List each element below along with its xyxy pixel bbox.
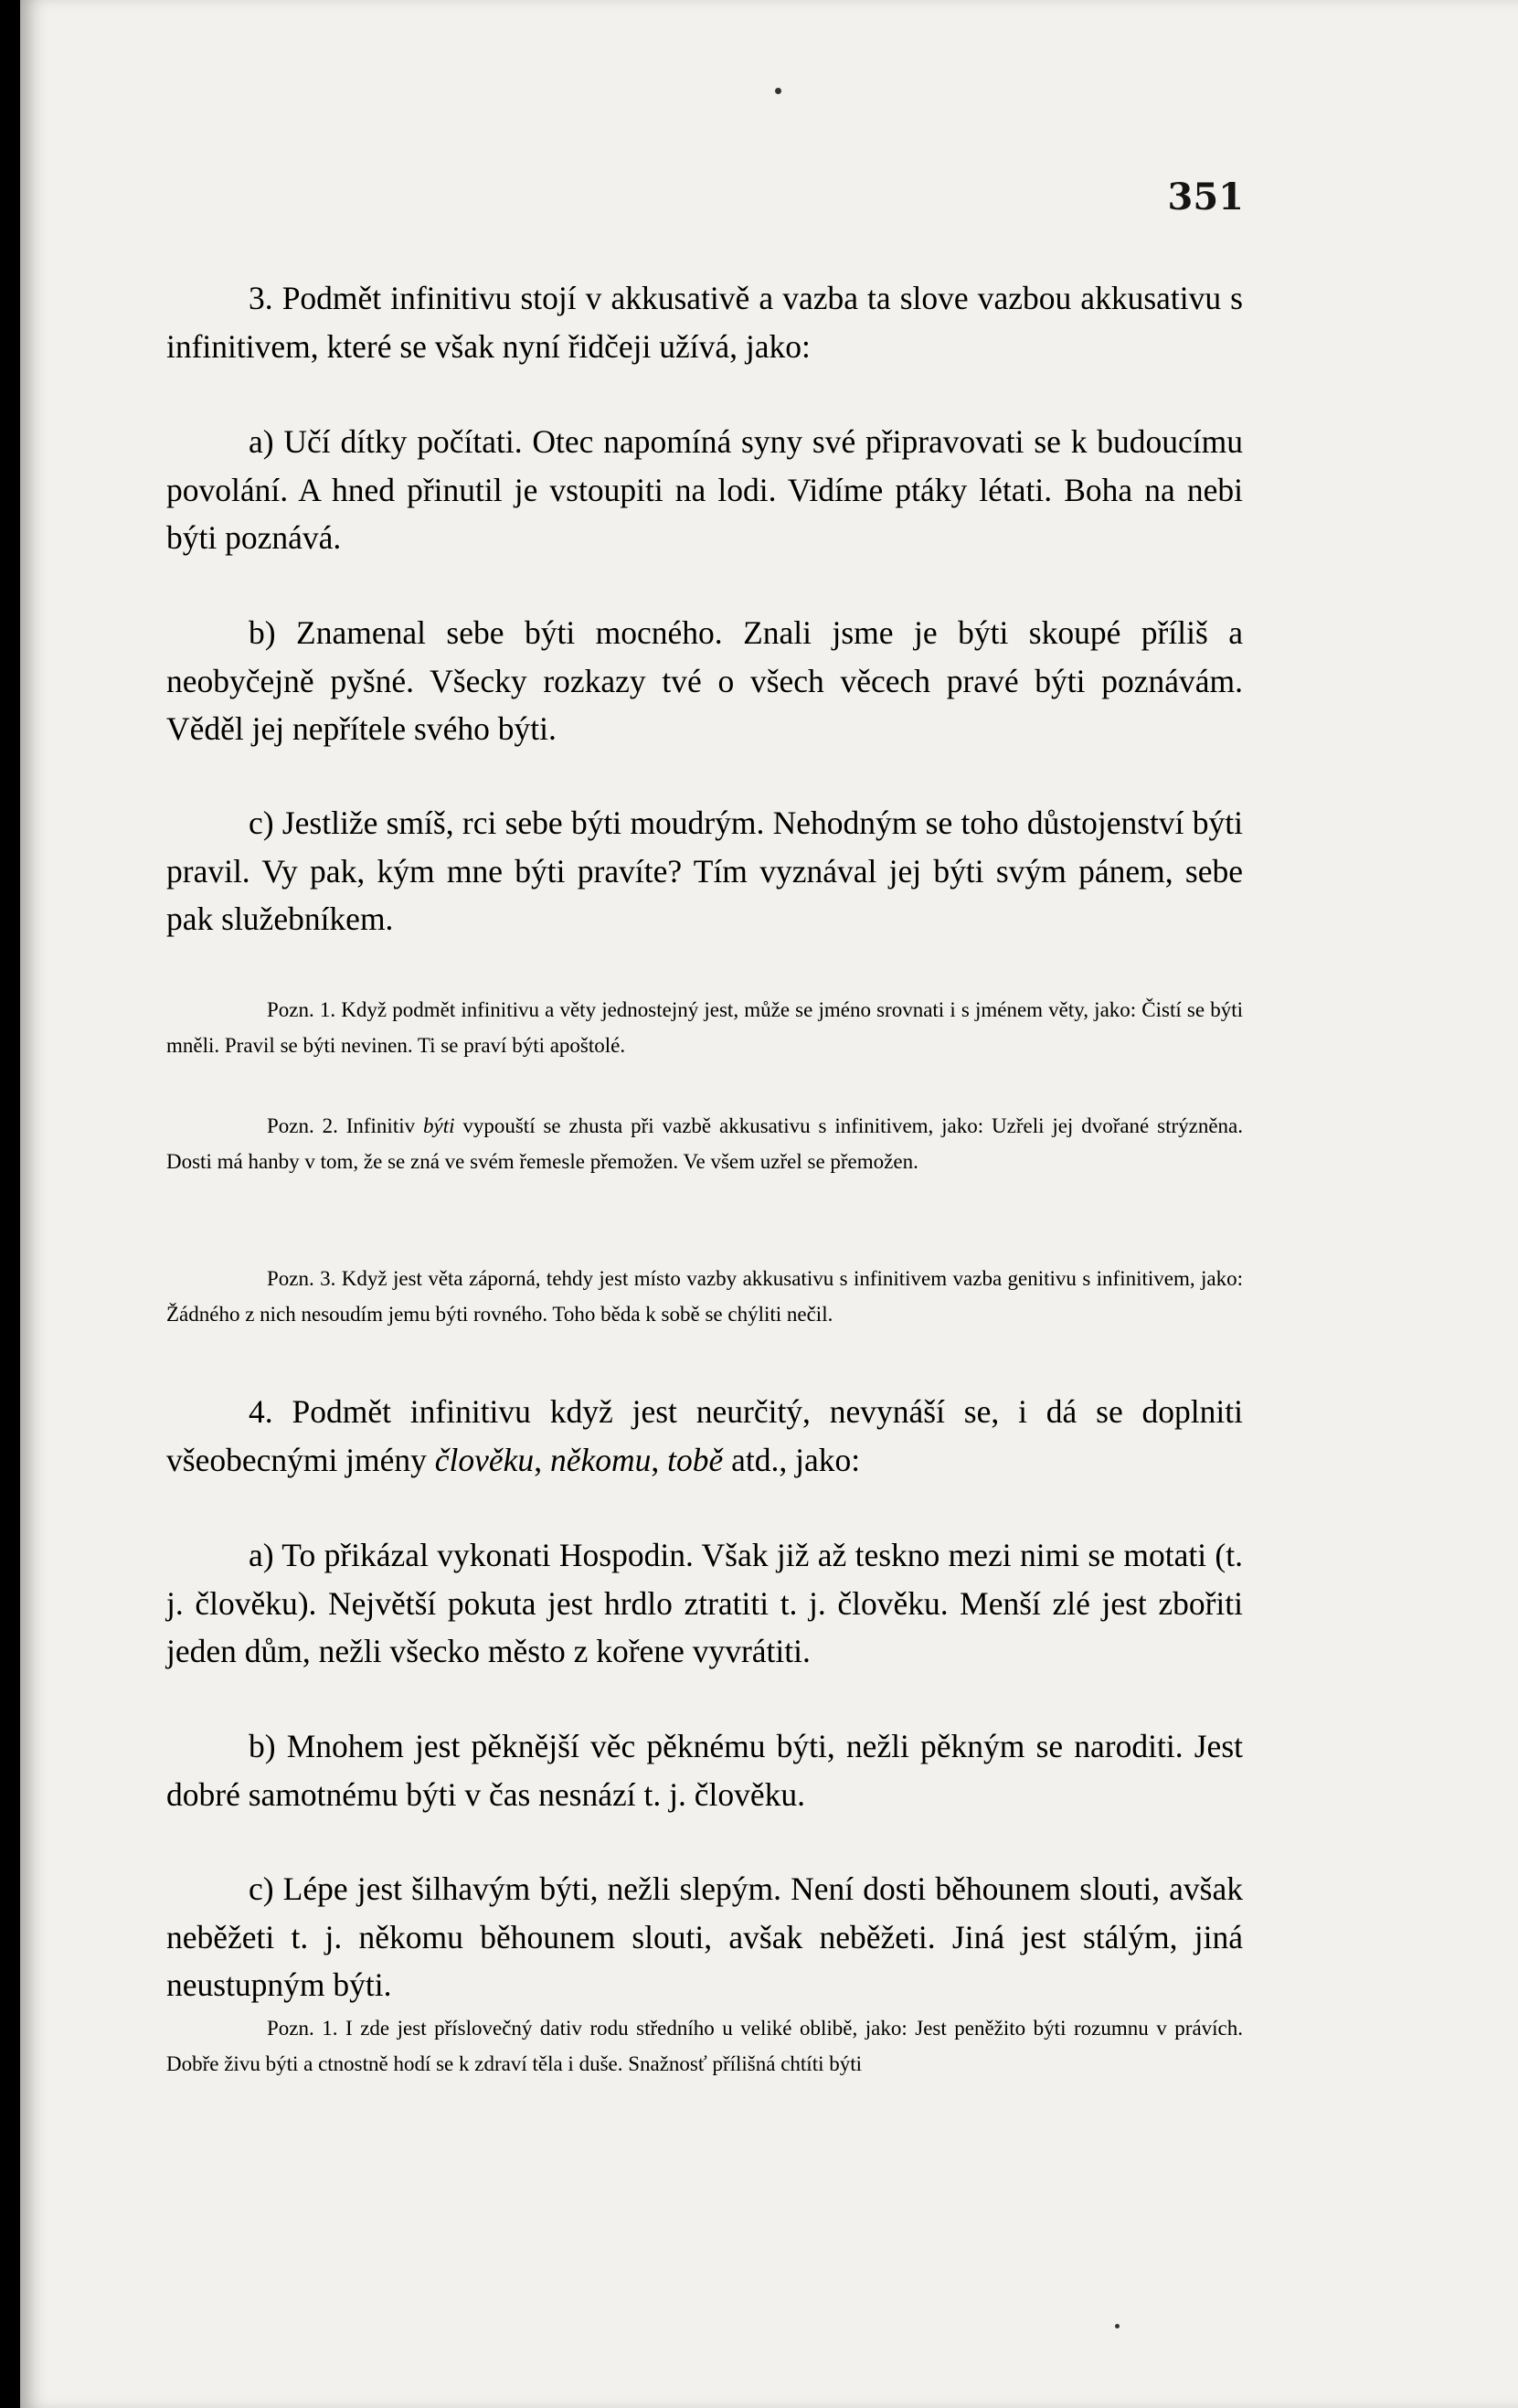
italic-word: někomu — [549, 1441, 652, 1478]
italic-word: člověku — [434, 1441, 535, 1478]
section-4-example-a: a) To přikázal vykonati Hospodin. Však již až teskno mezi nimi se motati (t. j. člověku). Největší pokuta jest hrdlo ztratiti t. j. člověku. Menší zlé jest zbořiti jeden dům, nežli všecko město z kořene vyvrátiti. — [166, 1537, 1243, 1669]
section-4-example-b: b) Mnohem jest pěknější věc pěknému býti, nežli pěkným se naroditi. Jest dobré samotnému býti v čas nesnází t. j. člověku. — [166, 1728, 1243, 1813]
section-3-example-b: b) Znamenal sebe býti mocného. Znali jsme je býti skoupé příliš a neobyčejně pyšné. Všecky rozkazy tvé o všech věcech pravé býti poznávám. Věděl jej nepřítele svého býti. — [166, 614, 1243, 747]
separator: , — [651, 1441, 660, 1478]
section-4-example-c: c) Lépe jest šilhavým býti, nežli slepým. Není dosti běhounem slouti, avšak neběžeti t. j. někomu běhounem slouti, avšak neběžeti. Jiná jest stálým, jiná neustupným býti. — [166, 1870, 1243, 2003]
section-3-example-a: a) Učí dítky počítati. Otec napomíná syny své připravovati se k budoucímu povolání. A hned přinutil je vstoupiti na lodi. Vidíme ptáky létati. Boha na nebi býti poznává. — [166, 423, 1243, 556]
section-3-example-c: c) Jestliže smíš, rci sebe býti moudrým. Nehodným se toho důstojenství býti pravil. Vy pak, kým mne býti pravíte? Tím vyznával jej býti svým pánem, sebe pak služebníkem. — [166, 804, 1243, 937]
section-3-note-2 — [166, 1109, 1243, 1179]
italic-word: tobě — [667, 1441, 724, 1478]
speck — [1115, 2324, 1120, 2328]
section-3-note-3: Pozn. 3. Když jest věta záporná, tehdy jest místo vazby akkusativu s infinitivem vazba genitivu s infinitivem, jako: Žádného z nich nesoudím jemu býti rovného. Toho běda k sobě se chýliti nečil. — [166, 1267, 1243, 1326]
section-3-note-1: Pozn. 1. Když podmět infinitivu a věty jednostejný jest, může se jméno srovnati i s jménem věty, jako: Čistí se býti mněli. Pravil se býti nevinen. Ti se praví býti apoštolé. — [166, 998, 1243, 1057]
separator: , — [534, 1441, 543, 1478]
section-4-intro — [166, 1388, 1243, 1484]
section-3-intro: 3. Podmět infinitivu stojí v akkusativě a vazba ta slove vazbou akkusativu s infinitivem, které se však nyní řidčeji užívá, jako: — [166, 280, 1243, 365]
section-4-note-1: Pozn. 1. I zde jest příslovečný dativ rodu středního u veliké oblibě, jako: Jest peněžito býti rozumnu v právích. Dobře živu býti a ctnostně hodí se k zdraví těla i duše. Snažnosť přílišná chtíti býti — [166, 2017, 1243, 2075]
note-2-prefix: Pozn. 2. Infinitiv — [267, 1114, 416, 1137]
page-number: 351 — [1167, 176, 1244, 218]
note-2-rest: vypouští se zhusta při vazbě akkusativu s infinitivem, jako: Uzřeli jej dvořané strýzněna. Dosti má hanby v tom, že se zná ve svém řemesle přemožen. Ve všem uzřel se přemožen. — [166, 1114, 1244, 1173]
note-2-italic-word: býti — [422, 1114, 455, 1137]
speck — [775, 88, 781, 94]
section-4-intro-prefix: 4. Podmět infinitivu když jest neurčitý, nevynáší se, i dá se doplniti všeobecnými jmény — [166, 1393, 1243, 1478]
section-4-intro-suffix: atd., jako: — [731, 1441, 861, 1478]
